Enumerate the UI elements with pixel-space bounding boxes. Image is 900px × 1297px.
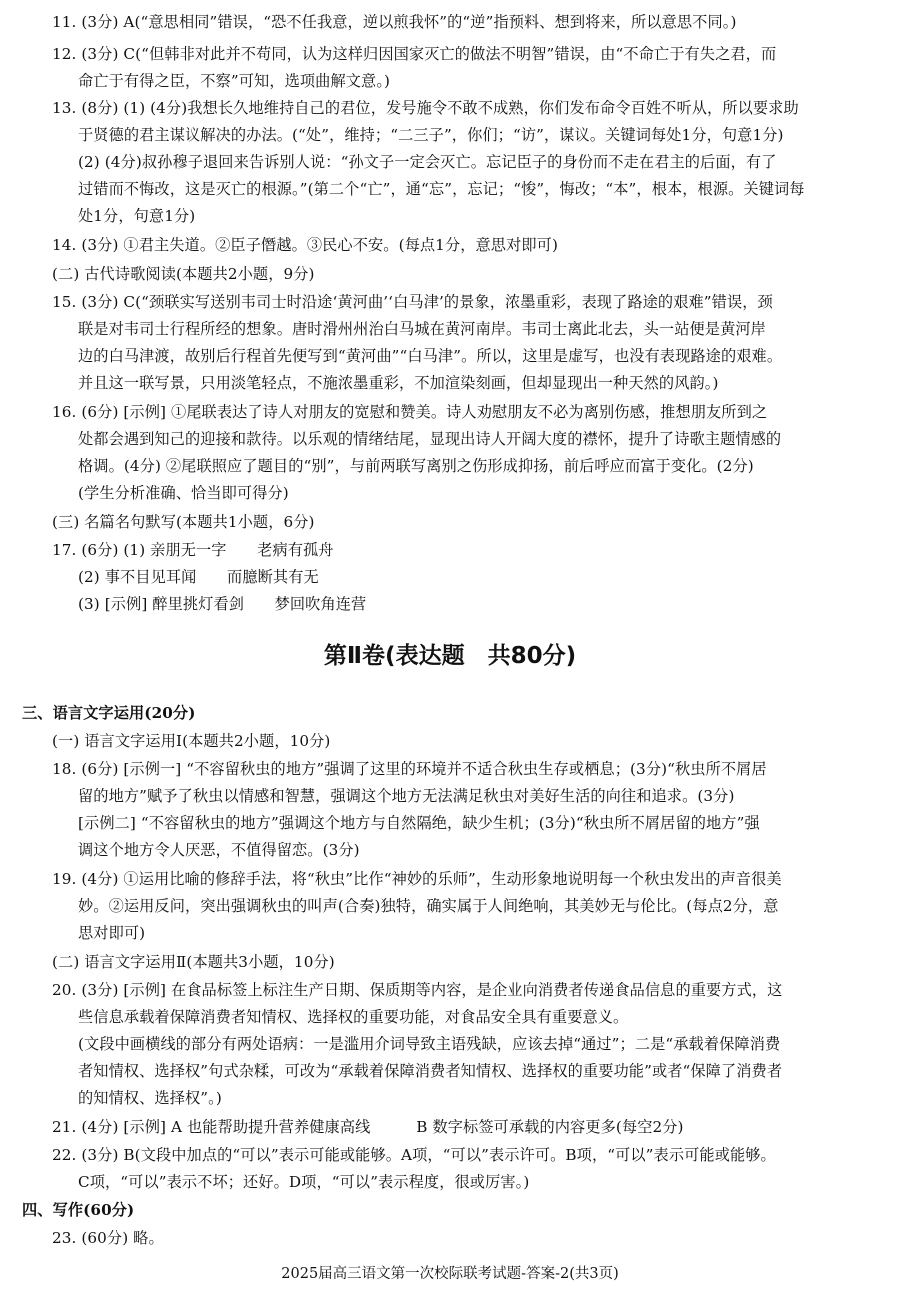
answer-20-line2: 些信息承载着保障消费者知情权、选择权的重要功能，对食品安全具有重要意义。 <box>78 1008 629 1026</box>
answer-21: 21. (4分) [示例] A 也能帮助提升营养健康高线 B 数字标签可承载的内容更多(每空2分) <box>52 1118 684 1136</box>
answer-20-line3: (文段中画横线的部分有两处语病：一是滥用介词导致主语残缺，应该去掉“通过”；二是“承载着保障消费 <box>78 1035 781 1053</box>
answer-19-line2: 妙。②运用反问，突出强调秋虫的叫声(合奏)独特，确实属于人间绝响，其美妙无与伦比。(每点2分，意 <box>78 897 779 915</box>
section-language-use: 三、语言文字运用(20分) <box>22 704 196 722</box>
answer-19-line1: 19. (4分) ①运用比喻的修辞手法，将“秋虫”比作“神妙的乐师”，生动形象地说明每一个秋虫发出的声音很美 <box>52 870 782 888</box>
answer-15-line3: 边的白马津渡，故别后行程首先便写到“黄河曲”“白马津”。所以，这里是虚写，也没有表现路途的艰难。 <box>78 347 783 365</box>
answer-20-line1: 20. (3分) [示例] 在食品标签上标注生产日期、保质期等内容，是企业向消费者传递食品信息的重要方式，这 <box>52 981 783 999</box>
answer-16-line4: (学生分析准确、恰当即可得分) <box>78 484 289 502</box>
section-title: 第Ⅱ卷(表达题 共80分) <box>323 643 577 669</box>
answer-17-line2: (2) 事不目见耳闻 而臆断其有无 <box>78 568 319 586</box>
answer-20-line5: 的知情权、选择权”。) <box>78 1089 222 1107</box>
answer-18-line1: 18. (6分) [示例一] “不容留秋虫的地方”强调了这里的环境并不适合秋虫生存或栖息；(3分)“秋虫所不屑居 <box>52 760 767 778</box>
answer-12-line2: 命亡于有得之臣，不察”可知，选项曲解文意。) <box>78 72 391 90</box>
answer-19-line3: 思对即可) <box>78 924 146 942</box>
answer-14: 14. (3分) ①君主失道。②臣子僭越。③民心不安。(每点1分，意思对即可) <box>52 236 558 254</box>
answer-20-line4: 者知情权、选择权”句式杂糅，可改为“承载着保障消费者知情权、选择权的重要功能”或者“保障了消费者 <box>78 1062 783 1080</box>
subsection-dictation: (三) 名篇名句默写(本题共1小题，6分) <box>52 513 315 531</box>
answer-17-line3: (3) [示例] 醉里挑灯看剑 梦回吹角连营 <box>78 595 367 613</box>
section-writing: 四、写作(60分) <box>22 1201 135 1219</box>
answer-22-line1: 22. (3分) B(文段中加点的“可以”表示可能或能够。A项，“可以”表示许可。B项，“可以”表示可能或能够。 <box>52 1146 776 1164</box>
subsection-poetry: (二) 古代诗歌阅读(本题共2小题，9分) <box>52 265 315 283</box>
page-footer: 2025届高三语文第一次校际联考试题-答案-2(共3页) <box>281 1266 619 1282</box>
answer-13-line1: 13. (8分) (1) (4分)我想长久地维持自己的君位，发号施令不敢不成熟，你们发布命令百姓不听从，所以要求助 <box>52 99 799 117</box>
answer-15-line4: 并且这一联写景，只用淡笔轻点，不施浓墨重彩，不加渲染刻画，但却显现出一种天然的风韵。) <box>78 374 719 392</box>
answer-18-line4: 调这个地方令人厌恶，不值得留恋。(3分) <box>78 841 360 859</box>
answer-16-line2: 处都会遇到知己的迎接和款待。以乐观的情绪结尾，显现出诗人开阔大度的襟怀，提升了诗歌主题情感的 <box>78 430 782 448</box>
answer-12-line1: 12. (3分) C(“但韩非对此并不苟同，认为这样归因国家灭亡的做法不明智”错误，由“不命亡于有失之君，而 <box>52 45 777 63</box>
answer-18-line2: 留的地方”赋予了秋虫以情感和智慧，强调这个地方无法满足秋虫对美好生活的向往和追求。(3分) <box>78 787 735 805</box>
answer-23: 23. (60分) 略。 <box>52 1229 164 1247</box>
answer-18-line3: [示例二] “不容留秋虫的地方”强调这个地方与自然隔绝，缺少生机；(3分)“秋虫所不屑居留的地方”强 <box>78 814 760 832</box>
answer-15-line1: 15. (3分) C(“颈联实写送别韦司士时沿途‘黄河曲’‘白马津’的景象，浓墨重彩，表现了路途的艰难”错误，颈 <box>52 293 773 311</box>
answer-15-line2: 联是对韦司士行程所经的想象。唐时滑州州治白马城在黄河南岸。韦司士离此北去，头一站便是黄河岸 <box>78 320 766 338</box>
answer-13-line5: 处1分，句意1分) <box>78 207 196 225</box>
answer-22-line2: C项，“可以”表示不坏；还好。D项，“可以”表示程度，很或厉害。) <box>78 1173 530 1191</box>
answer-11: 11. (3分) A(“意思相同”错误，“恐不任我意，逆以煎我怀”的“逆”指预料、想到将来，所以意思不同。) <box>52 13 737 31</box>
answer-16-line1: 16. (6分) [示例] ①尾联表达了诗人对朋友的宽慰和赞美。诗人劝慰朋友不必为离别伤感，推想朋友所到之 <box>52 403 768 421</box>
answer-17-line1: 17. (6分) (1) 亲朋无一字 老病有孤舟 <box>52 541 334 559</box>
subsection-language-2: (二) 语言文字运用Ⅱ(本题共3小题，10分) <box>52 953 335 971</box>
subsection-language-1: (一) 语言文字运用Ⅰ(本题共2小题，10分) <box>52 732 331 750</box>
answer-13-line3: (2) (4分)叔孙穆子退回来告诉别人说：“孙文子一定会灭亡。忘记臣子的身份而不走在君主的后面，有了 <box>78 153 777 171</box>
answer-13-line2: 于贤德的君主谋议解决的办法。(“处”，维持；“二三子”，你们；“访”，谋议。关键词每处1分，句意1分) <box>78 126 784 144</box>
answer-13-line4: 过错而不悔改，这是灭亡的根源。”(第二个“亡”，通“忘”，忘记；“悛”，悔改；“本”，根本，根源。关键词每 <box>78 180 805 198</box>
answer-16-line3: 格调。(4分) ②尾联照应了题目的“别”，与前两联写离别之伤形成抑扬，前后呼应而富于变化。(2分) <box>78 457 754 475</box>
